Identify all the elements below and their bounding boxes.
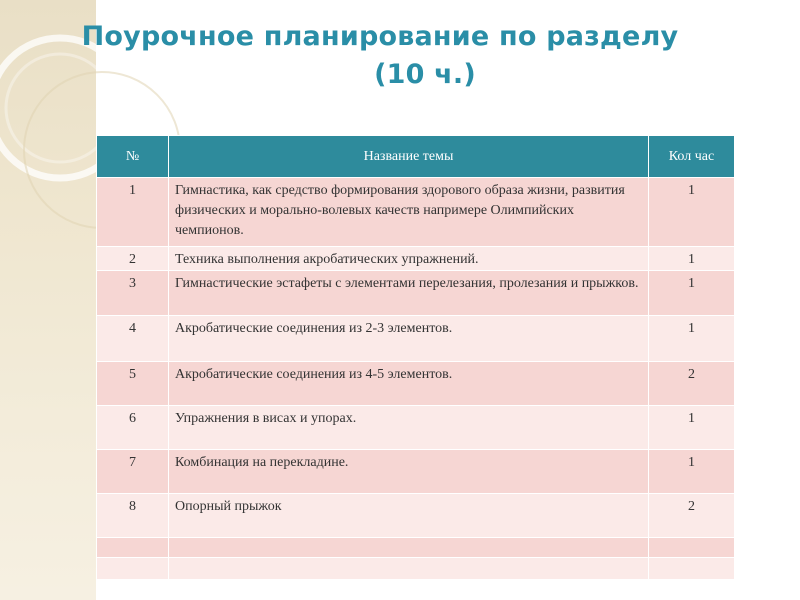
row-topic: Техника выполнения акробатических упражнений. [169,247,649,271]
row-number: 1 [97,178,169,247]
row-topic: Опорный прыжок [169,494,649,538]
row-hours: 1 [649,178,735,247]
table-header-row [97,136,735,178]
row-hours: 2 [649,494,735,538]
table-row [97,494,735,538]
row-number [97,538,169,558]
row-number: 3 [97,271,169,316]
row-topic: Гимнастика, как средство формирования здорового образа жизни, развития физических и морально-волевых качеств напримере Олимпийских чемпионов. [169,178,649,247]
row-hours: 1 [649,406,735,450]
row-topic: Гимнастические эстафеты с элементами перелезания, пролезания и прыжков. [169,271,649,316]
header-number: № [97,136,169,178]
row-topic: Комбинация на перекладине. [169,450,649,494]
row-topic [169,538,649,558]
row-hours: 1 [649,450,735,494]
title-line-2: (10 ч.) [374,59,476,90]
table-row [97,558,735,580]
row-hours: 2 [649,362,735,406]
table-row [97,316,735,362]
lesson-plan-table [96,135,735,580]
header-hours: Кол час [649,136,735,178]
row-hours [649,558,735,580]
row-number: 4 [97,316,169,362]
row-number: 8 [97,494,169,538]
row-topic: Упражнения в висах и упорах. [169,406,649,450]
table-row [97,178,735,247]
table-row [97,247,735,271]
row-hours [649,538,735,558]
row-number: 6 [97,406,169,450]
header-topic: Название темы [169,136,649,178]
row-topic: Акробатические соединения из 2-3 элементов. [169,316,649,362]
table-row [97,450,735,494]
row-number [97,558,169,580]
table-row [97,362,735,406]
row-number: 2 [97,247,169,271]
title-line-1: Поурочное планирование по разделу [81,21,679,52]
slide-title [40,18,720,94]
row-number: 5 [97,362,169,406]
table-row [97,271,735,316]
row-hours: 1 [649,247,735,271]
row-hours: 1 [649,271,735,316]
row-topic [169,558,649,580]
row-topic: Акробатические соединения из 4-5 элементов. [169,362,649,406]
row-number: 7 [97,450,169,494]
row-hours: 1 [649,316,735,362]
table-row [97,406,735,450]
table-row [97,538,735,558]
